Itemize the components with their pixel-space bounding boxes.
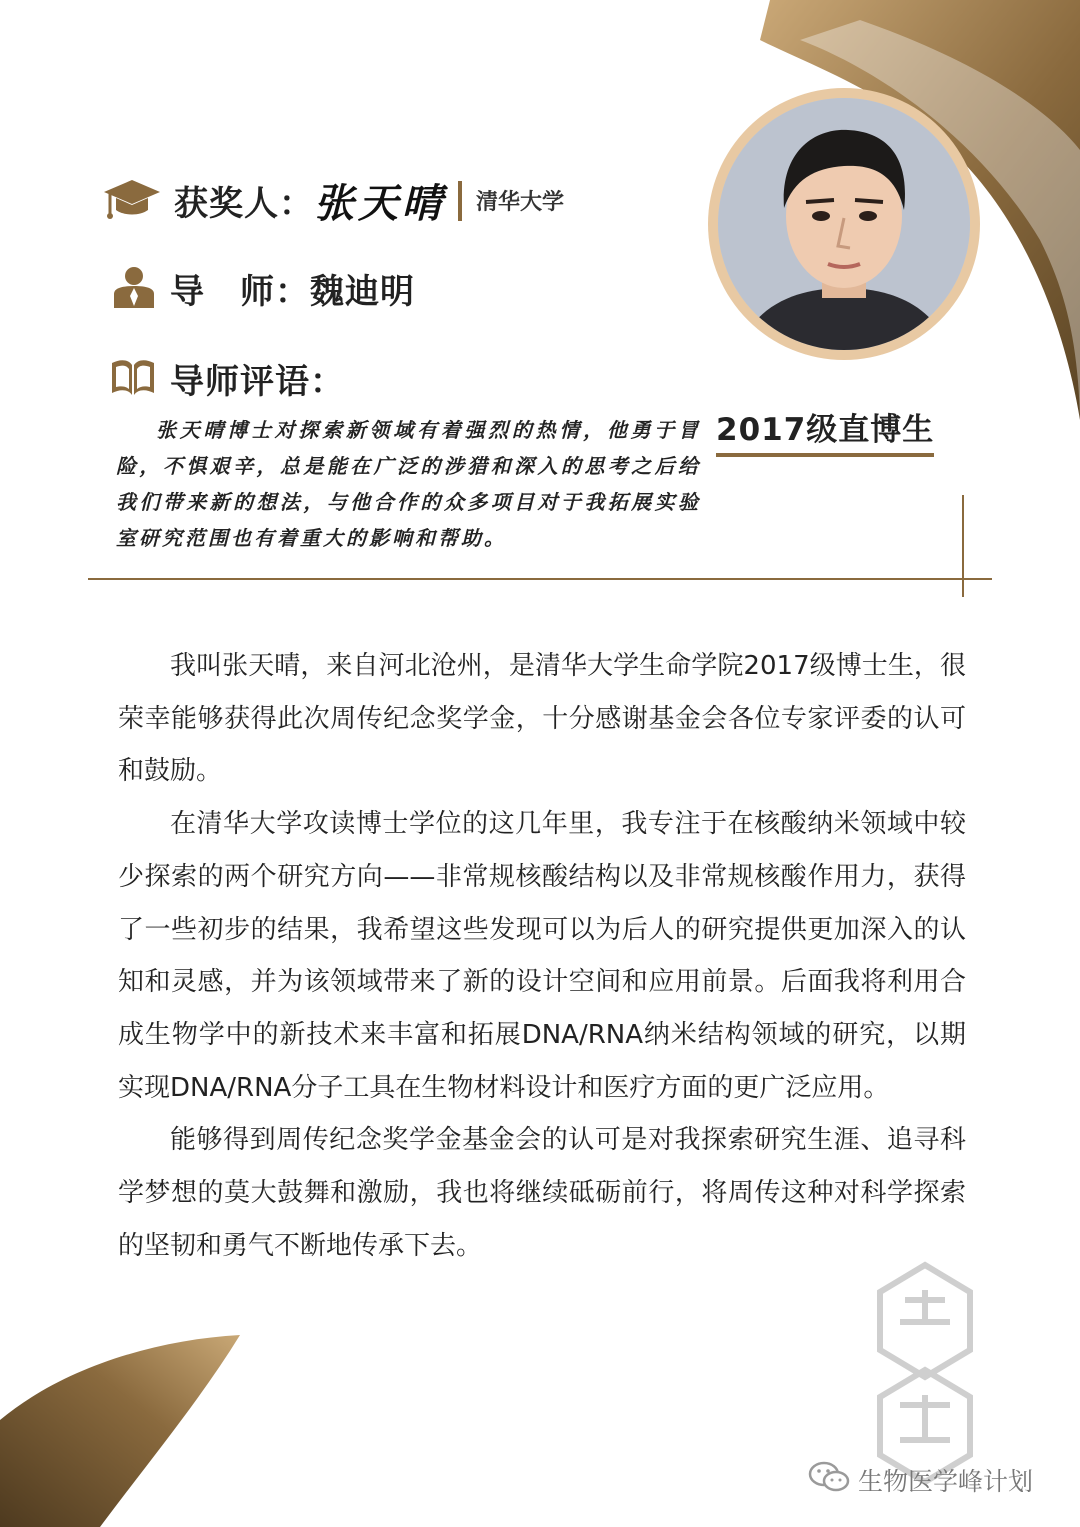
comment-title-row [110,354,345,403]
graduation-cap-icon [104,174,160,228]
grade-badge: 2017级直博生 [716,404,934,457]
advisor-name: 魏迪明 [310,272,415,312]
statement-paragraph: 能够得到周传纪念奖学金基金会的认可是对我探索研究生涯、追寻科学梦想的莫大鼓舞和激励，我也将继续砥砺前行，将周传这种对科学探索的坚韧和勇气不断地传承下去。 [118,1125,966,1261]
name-separator [458,181,462,221]
portrait-photo [718,98,970,350]
footer-brand-text: 生物医学峰计划 [858,1467,1034,1496]
wechat-icon [808,1460,850,1500]
winner-row [104,172,564,229]
advisor-row [112,264,415,313]
footer-brand [808,1460,1033,1500]
seal-watermark [880,1265,970,1482]
statement-paragraph: 我叫张天晴，来自河北沧州，是清华大学生命学院2017级博士生，很荣幸能够获得此次周传纪念奖学金，十分感谢基金会各位专家评委的认可和鼓励。 [118,651,966,787]
comment-title: 导师评语： [170,362,345,402]
advisor-label: 导 师： [170,272,310,312]
university-name: 清华大学 [476,190,565,215]
open-book-icon [110,357,156,401]
advisor-comment: 张天晴博士对探索新领域有着强烈的热情，他勇于冒险，不惧艰辛，总是能在广泛的涉猎和深入的思考之后给我们带来新的想法，与他合作的众多项目对于我拓展实验室研究范围也有着重大的影响和帮助。 [116,418,701,550]
personal-statement [118,640,966,1272]
winner-label: 获奖人： [174,184,314,224]
statement-paragraph: 在清华大学攻读博士学位的这几年里，我专注于在核酸纳米领域中较少探索的两个研究方向——非常规核酸结构以及非常规核酸作用力，获得了一些初步的结果，我希望这些发现可以为后人的研究提供更加深入的认知和灵感，并为该领域带来了新的设计空间和应用前景。后面我将利用合成生物学中的新技术来丰富和拓展DNA/RNA纳米结构领域的研究，以期实现DNA/RNA分子工具在生物材料设计和医疗方面的更广泛应用。 [118,809,966,1103]
person-icon [112,266,156,312]
winner-name: 张天晴 [314,180,446,227]
bottom-left-swoosh [0,1335,240,1527]
